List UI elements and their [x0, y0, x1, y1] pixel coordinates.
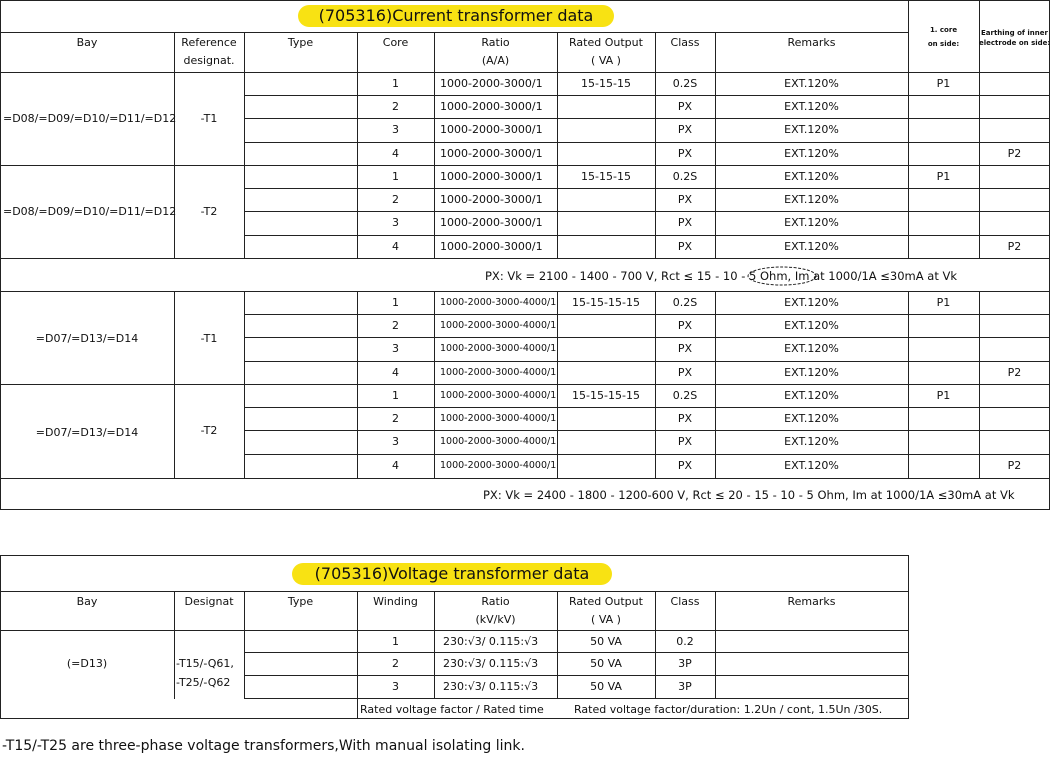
- ct-cell-class: PX: [677, 459, 693, 472]
- ct-group-bay: =D08/=D09/=D10/=D11/=D12: [3, 112, 177, 125]
- ct-header-ratio-unit: (A/A): [481, 54, 510, 67]
- vt-factor-label: Rated voltage factor / Rated time: [360, 703, 544, 716]
- ct-cell-ratio: 1000-2000-3000/1: [440, 193, 543, 206]
- ct-cell-class: PX: [677, 216, 693, 229]
- ct-cell-core: 4: [392, 366, 399, 379]
- ct-cell-class: PX: [677, 319, 693, 332]
- ct-cell-output: 15-15-15-15: [572, 296, 640, 309]
- vt-cell-ratio: 230:√3/ 0.115:√3: [443, 657, 539, 670]
- ct-cell-ratio: 1000-2000-3000/1: [440, 240, 543, 253]
- vt-cell-output: 50 VA: [590, 680, 622, 693]
- ct-cell-core: 4: [392, 147, 399, 160]
- ct-cell-core: 4: [392, 240, 399, 253]
- ct-cell-core: 1: [392, 296, 399, 309]
- ct-cell-remarks: EXT.120%: [784, 77, 839, 90]
- ct-cell-class: PX: [677, 342, 693, 355]
- ct-cell-remarks: EXT.120%: [784, 123, 839, 136]
- ct-cell-ratio: 1000-2000-3000-4000/1: [440, 460, 557, 471]
- ct-cell-ratio: 1000-2000-3000-4000/1: [440, 320, 557, 331]
- ct-cell-core: 3: [392, 123, 399, 136]
- ct-group-ref: -T2: [200, 424, 218, 437]
- ct-cell-class: PX: [677, 435, 693, 448]
- ct-cell-ratio: 1000-2000-3000-4000/1: [440, 390, 557, 401]
- ct-cell-remarks: EXT.120%: [784, 193, 839, 206]
- ct-header-earthing: electrode on side:: [979, 39, 1051, 47]
- ct-cell-core: 1: [392, 389, 399, 402]
- ct-cell-remarks: EXT.120%: [784, 435, 839, 448]
- vt-cell-ratio: 230:√3/ 0.115:√3: [443, 680, 539, 693]
- footnote: -T15/-T25 are three-phase voltage transformers,With manual isolating link.: [2, 738, 525, 754]
- ct-cell-core: 3: [392, 435, 399, 448]
- ct-cell-remarks: EXT.120%: [784, 319, 839, 332]
- vt-cell-output: 50 VA: [590, 657, 622, 670]
- ct-cell-core: 2: [392, 100, 399, 113]
- ct-cell-earth: P2: [1007, 240, 1022, 253]
- ct-cell-ratio: 1000-2000-3000/1: [440, 216, 543, 229]
- ct-cell-core: 3: [392, 342, 399, 355]
- ct-cell-class: PX: [677, 123, 693, 136]
- ct-cell-core: 2: [392, 412, 399, 425]
- ct-cell-ratio: 1000-2000-3000/1: [440, 100, 543, 113]
- vt-cell-output: 50 VA: [590, 635, 622, 648]
- ct-cell-class: PX: [677, 100, 693, 113]
- ct-cell-remarks: EXT.120%: [784, 412, 839, 425]
- vt-header-designat: Designat: [184, 595, 234, 608]
- ct-cell-class: 0.2S: [672, 389, 698, 402]
- ct-header-type: Type: [287, 36, 314, 49]
- ct-cell-core: 1: [392, 77, 399, 90]
- vt-header-type: Type: [287, 595, 314, 608]
- ct-group-ref: -T1: [200, 332, 218, 345]
- ct-group-ref: -T2: [200, 205, 218, 218]
- vt-cell-class: 0.2: [676, 635, 694, 648]
- ct-group-ref: -T1: [200, 112, 218, 125]
- ct-cell-earth: P2: [1007, 459, 1022, 472]
- ct-header-class: Class: [670, 36, 700, 49]
- ct-cell-remarks: EXT.120%: [784, 100, 839, 113]
- ct-header-output-unit: ( VA ): [591, 54, 621, 67]
- ct-cell-earth: P2: [1007, 147, 1022, 160]
- vt-header-output-unit: ( VA ): [591, 613, 621, 626]
- ct-cell-output: 15-15-15-15: [572, 389, 640, 402]
- ct-cell-side: P1: [936, 77, 951, 90]
- ct-cell-remarks: EXT.120%: [784, 240, 839, 253]
- ct-cell-class: PX: [677, 412, 693, 425]
- ct-cell-output: 15-15-15: [581, 170, 631, 183]
- ct-cell-ratio: 1000-2000-3000/1: [440, 123, 543, 136]
- ct-cell-remarks: EXT.120%: [784, 459, 839, 472]
- vt-header-class: Class: [670, 595, 700, 608]
- ct-cell-core: 1: [392, 170, 399, 183]
- vt-header-remarks: Remarks: [787, 595, 836, 608]
- vt-cell-class: 3P: [678, 657, 692, 670]
- ct-header-ref: Reference: [181, 36, 237, 49]
- ct-cell-remarks: EXT.120%: [784, 389, 839, 402]
- vt-header-ratio-unit: (kV/kV): [475, 613, 516, 626]
- ct-cell-class: PX: [677, 147, 693, 160]
- ct-cell-ratio: 1000-2000-3000/1: [440, 147, 543, 160]
- ct-cell-core: 2: [392, 193, 399, 206]
- ct-cell-core: 4: [392, 459, 399, 472]
- ct-header-bay: Bay: [76, 36, 98, 49]
- ct-cell-ratio: 1000-2000-3000-4000/1: [440, 436, 557, 447]
- ct-cell-ratio: 1000-2000-3000-4000/1: [440, 297, 557, 308]
- ct-cell-class: 0.2S: [672, 77, 698, 90]
- ct-cell-class: 0.2S: [672, 296, 698, 309]
- ct-header-earthing: Earthing of inner: [981, 29, 1048, 37]
- vt-cell-class: 3P: [678, 680, 692, 693]
- ct-header-core-side: on side:: [927, 40, 960, 48]
- ct-cell-ratio: 1000-2000-3000-4000/1: [440, 367, 557, 378]
- vt-bay: (=D13): [66, 657, 108, 670]
- ct-cell-ratio: 1000-2000-3000-4000/1: [440, 413, 557, 424]
- ct-title: (705316)Current transformer data: [298, 5, 614, 27]
- ct-px-note: PX: Vk = 2100 - 1400 - 700 V, Rct ≤ 15 - 10 - 5 Ohm, Im at 1000/1A ≤30mA at Vk: [485, 269, 958, 283]
- ct-cell-class: PX: [677, 193, 693, 206]
- vt-title: (705316)Voltage transformer data: [292, 563, 612, 585]
- vt-cell-winding: 2: [392, 657, 399, 670]
- vt-header-winding: Winding: [373, 595, 418, 608]
- vt-cell-ratio: 230:√3/ 0.115:√3: [443, 635, 539, 648]
- ct-group-bay: =D07/=D13/=D14: [35, 332, 139, 345]
- ct-cell-core: 2: [392, 319, 399, 332]
- ct-cell-output: 15-15-15: [581, 77, 631, 90]
- ct-cell-side: P1: [936, 389, 951, 402]
- ct-cell-class: PX: [677, 366, 693, 379]
- ct-cell-earth: P2: [1007, 366, 1022, 379]
- vt-header-output: Rated Output: [569, 595, 643, 608]
- vt-designat: -T25/-Q62: [176, 676, 231, 689]
- ct-cell-core: 3: [392, 216, 399, 229]
- ct-px-note: PX: Vk = 2400 - 1800 - 1200-600 V, Rct ≤ 20 - 15 - 10 - 5 Ohm, Im at 1000/1A ≤30mA at Vk: [483, 488, 1015, 502]
- ct-cell-remarks: EXT.120%: [784, 147, 839, 160]
- vt-factor-value: Rated voltage factor/duration: 1.2Un / cont, 1.5Un /30S.: [574, 703, 883, 716]
- ct-cell-remarks: EXT.120%: [784, 216, 839, 229]
- ct-cell-side: P1: [936, 170, 951, 183]
- ct-cell-remarks: EXT.120%: [784, 342, 839, 355]
- ct-cell-ratio: 1000-2000-3000/1: [440, 170, 543, 183]
- ct-cell-side: P1: [936, 296, 951, 309]
- ct-cell-remarks: EXT.120%: [784, 296, 839, 309]
- ct-header-ref: designat.: [183, 54, 235, 67]
- ct-header-remarks: Remarks: [787, 36, 836, 49]
- ct-cell-remarks: EXT.120%: [784, 366, 839, 379]
- ct-group-bay: =D08/=D09/=D10/=D11/=D12: [3, 205, 177, 218]
- ct-cell-class: PX: [677, 240, 693, 253]
- ct-cell-ratio: 1000-2000-3000/1: [440, 77, 543, 90]
- ct-cell-ratio: 1000-2000-3000-4000/1: [440, 343, 557, 354]
- ct-header-core-side: 1. core: [929, 26, 958, 34]
- vt-header-bay: Bay: [76, 595, 98, 608]
- vt-cell-winding: 1: [392, 635, 399, 648]
- vt-cell-winding: 3: [392, 680, 399, 693]
- ct-group-bay: =D07/=D13/=D14: [35, 426, 139, 439]
- ct-header-core: Core: [382, 36, 409, 49]
- ct-header-ratio: Ratio: [481, 36, 510, 49]
- ct-cell-class: 0.2S: [672, 170, 698, 183]
- vt-header-ratio: Ratio: [481, 595, 510, 608]
- ct-header-output: Rated Output: [569, 36, 643, 49]
- vt-designat: -T15/-Q61,: [176, 657, 234, 670]
- ct-cell-remarks: EXT.120%: [784, 170, 839, 183]
